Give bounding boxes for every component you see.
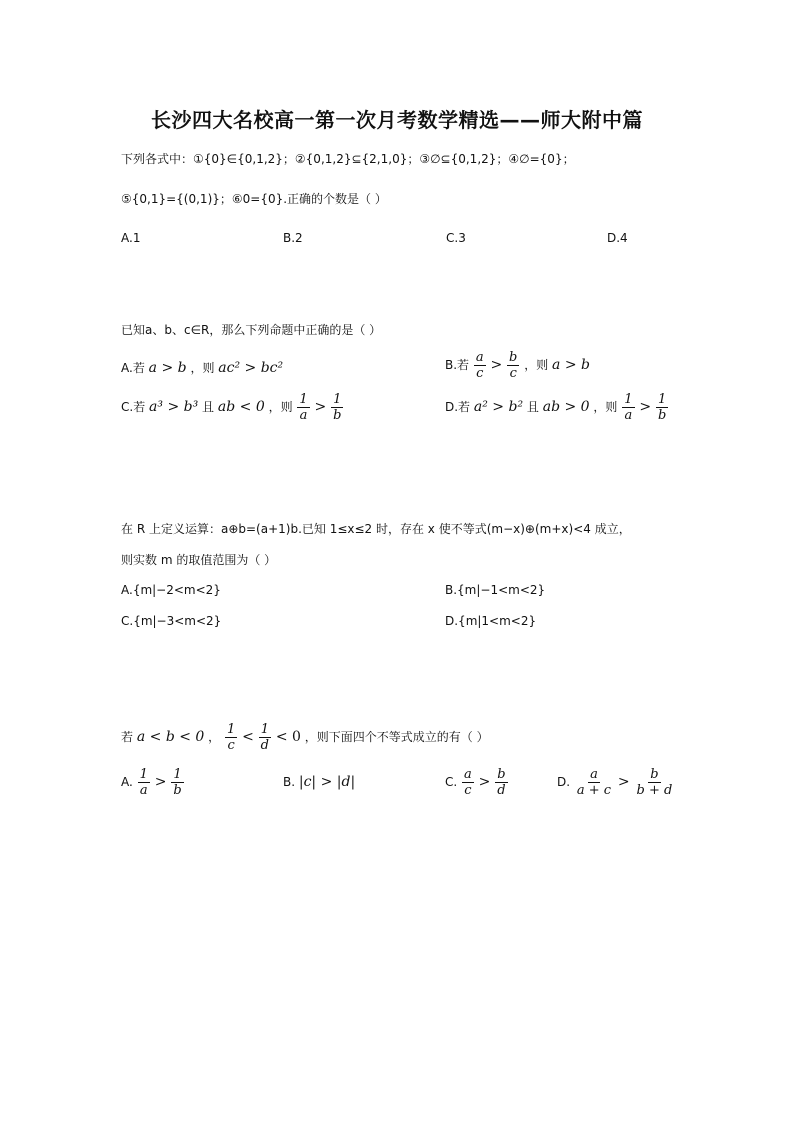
- q4-option-d: [557, 767, 675, 798]
- q4-a-fraction-2: [171, 767, 183, 798]
- q1-option-a: A.1: [121, 231, 141, 245]
- q2-b-result: a > b: [552, 357, 590, 373]
- q4-a-gt: >: [154, 774, 167, 790]
- q4-a-fraction-1: [138, 767, 150, 798]
- denominator: b: [657, 408, 667, 423]
- q2-d-condition-2: ab > 0: [542, 399, 590, 415]
- numerator: 1: [139, 767, 148, 782]
- q2-b-fraction-2: [507, 350, 519, 381]
- q2-b-then: ，则: [524, 358, 549, 372]
- q4-c-fraction-1: [462, 767, 474, 798]
- q3-option-d: D.{m|1<m<2}: [445, 614, 537, 628]
- q2-c-fraction-1: [297, 392, 309, 423]
- q2-b-gt: >: [490, 357, 503, 373]
- q2-d-fraction-2: [656, 392, 668, 423]
- q4-stem-prefix: 若: [121, 730, 134, 744]
- q2-option-d: [445, 392, 669, 423]
- q4-stem-fraction-1: [225, 722, 237, 753]
- page-title: 长沙四大名校高一第一次月考数学精选——师大附中篇: [151, 108, 643, 132]
- denominator: c: [476, 366, 484, 381]
- q4-d-fraction-2: [634, 767, 674, 798]
- q3-option-c: C.{m|−3<m<2}: [121, 614, 222, 628]
- numerator: a: [590, 767, 598, 782]
- denominator: d: [497, 783, 506, 798]
- q4-stem-lt: <: [242, 729, 254, 745]
- q4-stem-comma: ，: [208, 730, 221, 744]
- numerator: b: [497, 767, 506, 782]
- numerator: a: [464, 767, 472, 782]
- numerator: b: [509, 350, 518, 365]
- q4-stem: [121, 722, 489, 753]
- q2-a-prefix: A.若: [121, 361, 145, 375]
- denominator: a: [299, 408, 308, 423]
- q2-d-prefix: D.若: [445, 400, 471, 414]
- q2-c-fraction-2: [331, 392, 343, 423]
- q1-line-1: 下列各式中：①{0}∈{0,1,2}；②{0,1,2}⊆{2,1,0}；③∅⊆{0,1,2}；④∅={0}；: [121, 152, 575, 166]
- q4-d-prefix: D.: [557, 775, 571, 789]
- denominator: a: [139, 783, 148, 798]
- q1-option-c: C.3: [446, 231, 466, 245]
- q2-b-fraction-1: [474, 350, 486, 381]
- q4-c-prefix: C.: [445, 775, 458, 789]
- q2-d-fraction-1: [622, 392, 634, 423]
- q4-stem-condition: a < b < 0: [136, 729, 205, 745]
- q4-option-c: [445, 767, 509, 798]
- numerator: a: [475, 350, 484, 365]
- q2-c-condition-2: ab < 0: [217, 399, 265, 415]
- numerator: 1: [299, 392, 308, 407]
- q2-c-prefix: C.若: [121, 400, 146, 414]
- q4-stem-tail: < 0: [275, 729, 301, 745]
- q2-a-result: ac² > bc²: [218, 360, 284, 376]
- q2-c-and: 且: [202, 400, 215, 414]
- q2-d-gt: >: [639, 399, 652, 415]
- q2-c-gt: >: [314, 399, 327, 415]
- q2-c-condition: a³ > b³: [149, 399, 199, 415]
- q2-option-a: [121, 359, 283, 376]
- q4-stem-fraction-2: [259, 722, 271, 753]
- q2-option-b: [445, 350, 590, 381]
- q2-d-and: 且: [526, 400, 539, 414]
- q2-stem: 已知a、b、c∈R，那么下列命题中正确的是（ ）: [121, 323, 382, 337]
- q3-option-b: B.{m|−1<m<2}: [445, 583, 546, 597]
- numerator: b: [650, 767, 659, 782]
- denominator: b + d: [636, 783, 673, 798]
- denominator: a + c: [576, 783, 612, 798]
- q4-d-fraction-1: [575, 767, 613, 798]
- q4-option-a: [121, 767, 185, 798]
- denominator: a: [624, 408, 633, 423]
- denominator: c: [227, 738, 235, 753]
- q4-b-prefix: B.: [283, 775, 296, 789]
- q3-line-1: 在 R 上定义运算：a⊕b=(a+1)b.已知 1≤x≤2 时，存在 x 使不等式(m−x)⊕(m+x)<4 成立，: [121, 522, 631, 536]
- q4-stem-post: ，则下面四个不等式成立的有（ ）: [304, 730, 489, 744]
- denominator: b: [173, 783, 182, 798]
- q2-a-then: ，则: [190, 361, 215, 375]
- q4-c-gt: >: [478, 774, 491, 790]
- denominator: c: [464, 783, 472, 798]
- q4-d-gt: >: [617, 774, 630, 790]
- numerator: 1: [657, 392, 667, 407]
- q4-a-prefix: A.: [121, 775, 133, 789]
- numerator: 1: [260, 722, 269, 737]
- q3-line-2: 则实数 m 的取值范围为（ ）: [121, 553, 277, 567]
- numerator: 1: [624, 392, 633, 407]
- q2-option-c: [121, 392, 344, 423]
- q1-option-b: B.2: [283, 231, 303, 245]
- q4-option-b: [283, 774, 355, 790]
- q3-option-a: A.{m|−2<m<2}: [121, 583, 221, 597]
- q4-b-expression: |c| > |d|: [298, 774, 356, 790]
- denominator: d: [260, 738, 269, 753]
- q1-line-2: ⑤{0,1}={(0,1)}；⑥0={0}.正确的个数是（ ）: [121, 192, 387, 206]
- q1-option-d: D.4: [607, 231, 628, 245]
- denominator: c: [509, 366, 517, 381]
- q4-c-fraction-2: [495, 767, 507, 798]
- q2-a-condition: a > b: [148, 360, 187, 376]
- q2-d-condition: a² > b²: [473, 399, 524, 415]
- q2-d-then: ，则: [593, 400, 618, 414]
- numerator: 1: [173, 767, 182, 782]
- q2-b-prefix: B.若: [445, 358, 470, 372]
- numerator: 1: [333, 392, 342, 407]
- denominator: b: [333, 408, 342, 423]
- numerator: 1: [227, 722, 236, 737]
- q2-c-then: ，则: [268, 400, 293, 414]
